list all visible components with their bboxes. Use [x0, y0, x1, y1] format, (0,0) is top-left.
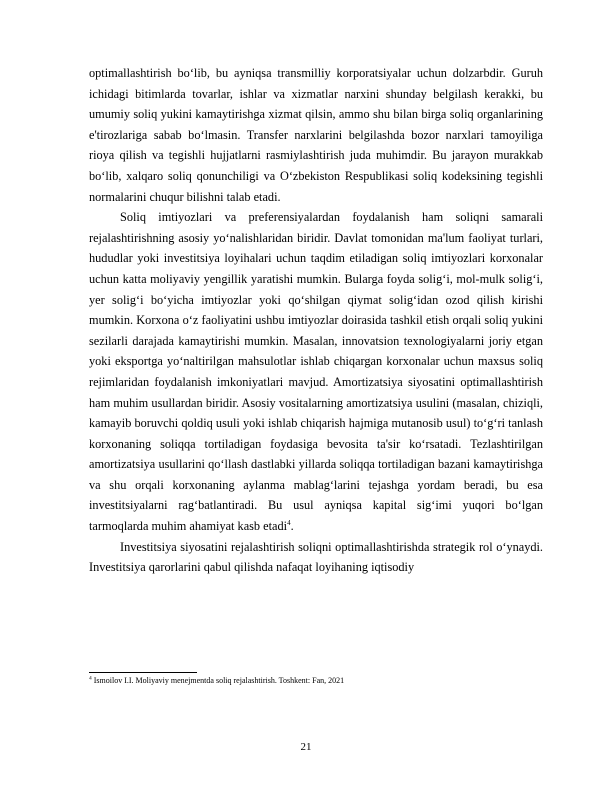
paragraph-3: Investitsiya siyosatini rejalashtirish soliqni optimallashtirishda strategik rol o‘ynaydi. Investitsiya qarorlarini qabul qilishda nafaqat loyihaning iqtisodiy: [89, 539, 543, 575]
footnote-text: Ismoilov I.I. Moliyaviy menejmentda soliq rejalashtirish. Toshkent: Fan, 2021: [91, 676, 345, 685]
paragraph-1: optimallashtirish bo‘lib, bu ayniqsa transmilliy korporatsiyalar uchun dolzarbdir. Guruh ichidagi bitimlarda tovarlar, ishlar va xizmatlar narxini shunday belgilash kerakki, bu umumiy soliq yukini kamaytirishga xizmat qilsin, ammo shu bilan birga soliq organlarining e'tirozlariga sabab bo‘lmasin. Transfer narxlarini belgilashda bozor narxlari tamoyiliga rioya qilish va tegishli hujjatlarni rasmiylashtirish juda muhimdir. Bu jarayon murakkab bo‘lib, xalqaro soliq qonunchiligi va O‘zbekiston Respublikasi soliq kodeksining tegishli normalarini chuqur bilishni talab etadi.: [89, 66, 543, 204]
body-text: [89, 63, 543, 578]
paragraph-2-end: .: [290, 519, 294, 534]
paragraph-2-text: Soliq imtiyozlari va preferensiyalardan foydalanish ham soliqni samarali rejalashtirishning asosiy yo‘nalishlaridan biridir. Davlat tomonidan ma'lum faoliyat turlari, hududlar yoki investitsiya loyihalari uchun taqdim etiladigan soliq imtiyozlari korxonalar uchun katta moliyaviy yengillik yaratishi mumkin. Bularga foyda solig‘i, mol-mulk solig‘i, yer solig‘i bo‘yicha imtiyozlar yoki qo‘shilgan qiymat solig‘idan ozod qilish kirishi mumkin. Korxona o‘z faoliyatini ushbu imtiyozlar doirasida tashkil etish orqali soliq yukini sezilarli darajada kamaytirishi mumkin. Masalan, innovatsion texnologiyalarni joriy etgan yoki eksportga yo‘naltirilgan mahsulotlar ishlab chiqargan korxonalar uchun maxsus soliq rejimlaridan foydalanish imkoniyatlari mavjud. Amortizatsiya siyosatini optimallashtirish ham muhim usullardan biridir. Asosiy vositalarning amortizatsiya usulini (masalan, chiziqli, kamayib boruvchi qoldiq usuli yoki ishlab chiqarish hajmiga mutanosib usul) to‘g‘ri tanlash korxonaning soliqqa tortiladigan foydasiga bevosita ta'sir ko‘rsatadi. Tezlashtirilgan amortizatsiya usullarini qo‘llash dastlabki yillarda soliqqa tortiladigan bazani kamaytirishga va shu orqali korxonaning aylanma mablag‘larini tejashga yordam beradi, bu esa investitsiyalarni rag‘batlantiradi. Bu usul ayniqsa kapital sig‘imi yuqori bo‘lgan tarmoqlarda muhim ahamiyat kasb etadi: [89, 210, 543, 534]
footnote: [89, 676, 543, 686]
footnote-separator: [89, 672, 197, 673]
page-number: 21: [300, 741, 312, 753]
footnote-mark: 4: [89, 675, 92, 682]
paragraph-2: [89, 207, 543, 537]
footnote-reference[interactable]: 4: [287, 518, 291, 527]
